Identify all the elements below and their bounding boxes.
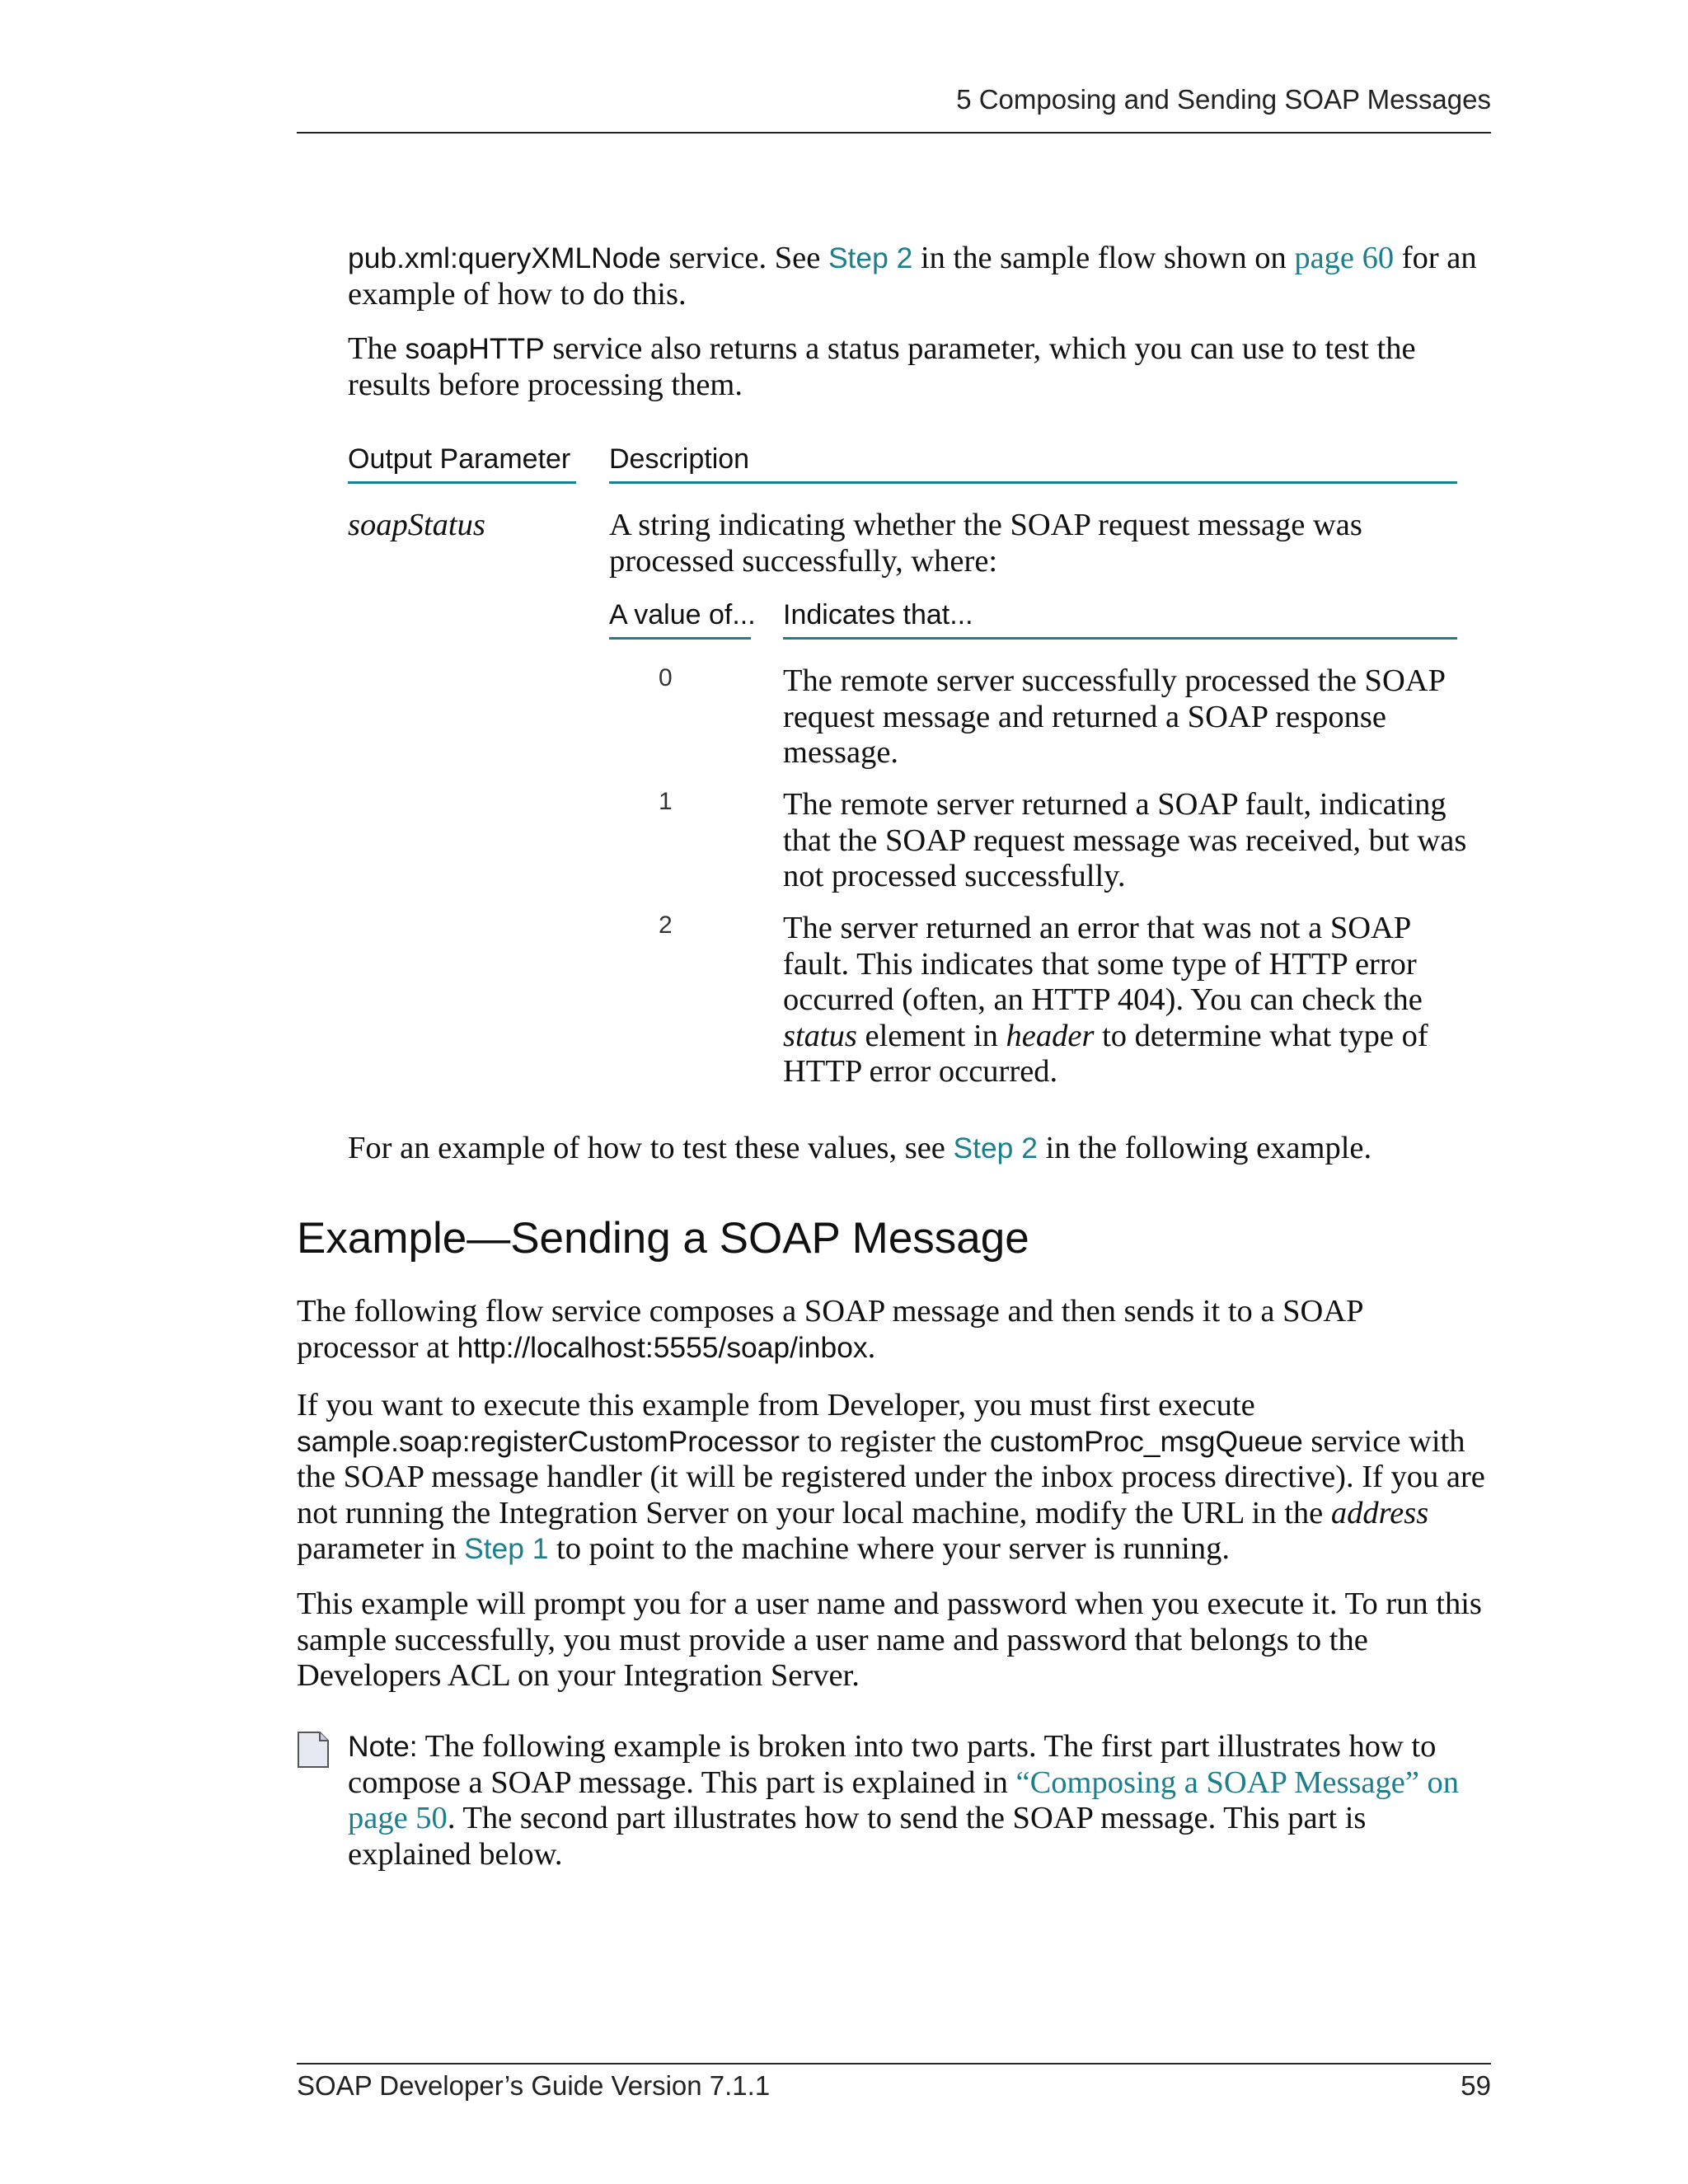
address-parameter: address xyxy=(1330,1495,1429,1530)
example-reference-paragraph xyxy=(348,1131,1485,1167)
example-ref-text-2: in the following example. xyxy=(1037,1131,1372,1165)
flow-text-2: . xyxy=(867,1329,876,1365)
subcolumn-header-indicates: Indicates that... xyxy=(783,599,973,630)
subcolumn-header-value: A value of... xyxy=(609,599,756,630)
status-meaning-text: to determine what type of HTTP error occurred. xyxy=(783,1018,1428,1089)
section-heading: Example—Sending a SOAP Message xyxy=(297,1214,1029,1263)
parameter-description: A string indicating whether the SOAP request message was processed successfully, where: xyxy=(609,508,1362,579)
inbox-url: http://localhost:5555/soap/inbox xyxy=(457,1330,868,1364)
status-value: 2 xyxy=(659,912,673,939)
exec-text: service with the SOAP message handler (it will be registered under the inbox process directive). If you are not running the Integration Server on your local machine, modify the URL in the xyxy=(297,1423,1485,1530)
flow-text-1: The following flow service composes a SOAP message and then sends it to a SOAP processor at xyxy=(297,1294,1363,1365)
service-name: sample.soap:registerCustomProcessor xyxy=(297,1424,800,1458)
flow-paragraph xyxy=(297,1294,1488,1366)
example-ref-text-1: For an example of how to test these values, see xyxy=(348,1131,954,1165)
note-label: Note: xyxy=(348,1730,418,1763)
status-text-2: service also returns a status parameter, which you can use to test the results before processing them. xyxy=(348,331,1416,402)
composing-soap-message-link[interactable]: “Composing a SOAP Message” on page 50 xyxy=(348,1765,1460,1835)
column-rule xyxy=(609,481,1457,484)
page-number: 59 xyxy=(1461,2070,1491,2101)
exec-text: to point to the machine where your server is running. xyxy=(548,1531,1230,1566)
footer-rule xyxy=(297,2063,1491,2064)
execute-paragraph xyxy=(297,1388,1491,1568)
service-name: soapHTTP xyxy=(405,332,545,365)
intro-paragraph xyxy=(348,241,1485,312)
note-text: The following example is broken into two parts. The first part illustrates how to compose a SOAP message. This part is explained in xyxy=(348,1729,1437,1800)
status-element-name: status xyxy=(783,1018,857,1053)
service-name: customProc_msgQueue xyxy=(989,1424,1303,1458)
step2-link[interactable]: Step 2 xyxy=(828,241,913,274)
subcolumn-rule xyxy=(609,637,751,640)
column-rule xyxy=(348,481,576,484)
prompt-paragraph: This example will prompt you for a user name and password when you execute it. To run this sample successfully, you must provide a user name and password that belongs to the Developers ACL on your Integration Server. xyxy=(297,1586,1482,1693)
intro-text-2: in the sample flow shown on xyxy=(912,241,1295,275)
header-element-name: header xyxy=(1006,1018,1095,1053)
status-paragraph xyxy=(348,331,1485,403)
exec-text: to register the xyxy=(799,1423,990,1459)
status-meaning-text: The server returned an error that was not a SOAP fault. This indicates that some type of HTTP error occurred (often, an HTTP 404). You can check the xyxy=(783,911,1423,1017)
step2-link[interactable]: Step 2 xyxy=(953,1132,1038,1165)
status-meaning xyxy=(783,911,1467,1090)
status-meaning: The remote server successfully processed the SOAP request message and returned a SOAP response message. xyxy=(783,663,1445,770)
status-meaning-text: element in xyxy=(856,1018,1006,1053)
note-text: . The second part illustrates how to send the SOAP message. This part is explained below. xyxy=(348,1801,1367,1872)
intro-text-1: service. See xyxy=(660,241,828,275)
service-name: pub.xml:queryXMLNode xyxy=(348,241,661,274)
column-header-output-parameter: Output Parameter xyxy=(348,443,571,475)
status-value: 1 xyxy=(659,788,673,815)
status-text-1: The xyxy=(348,331,406,366)
header-rule xyxy=(297,132,1491,134)
column-header-description: Description xyxy=(609,443,750,475)
note-paragraph xyxy=(348,1729,1489,1872)
note-icon xyxy=(297,1731,330,1773)
footer-title: SOAP Developer’s Guide Version 7.1.1 xyxy=(297,2070,771,2101)
running-header: 5 Composing and Sending SOAP Messages xyxy=(956,84,1491,115)
exec-text: parameter in xyxy=(297,1531,465,1566)
step1-link[interactable]: Step 1 xyxy=(464,1532,549,1565)
status-meaning: The remote server returned a SOAP fault, indicating that the SOAP request message was received, but was not processed successfully. xyxy=(783,787,1467,893)
intro-text-3: for an example of how to do this. xyxy=(348,241,1477,312)
exec-text: If you want to execute this example from Developer, you must first execute xyxy=(297,1388,1255,1422)
status-value: 0 xyxy=(659,664,673,691)
parameter-name: soapStatus xyxy=(348,508,485,542)
subcolumn-rule xyxy=(783,637,1457,640)
page60-link[interactable]: page 60 xyxy=(1294,241,1395,275)
